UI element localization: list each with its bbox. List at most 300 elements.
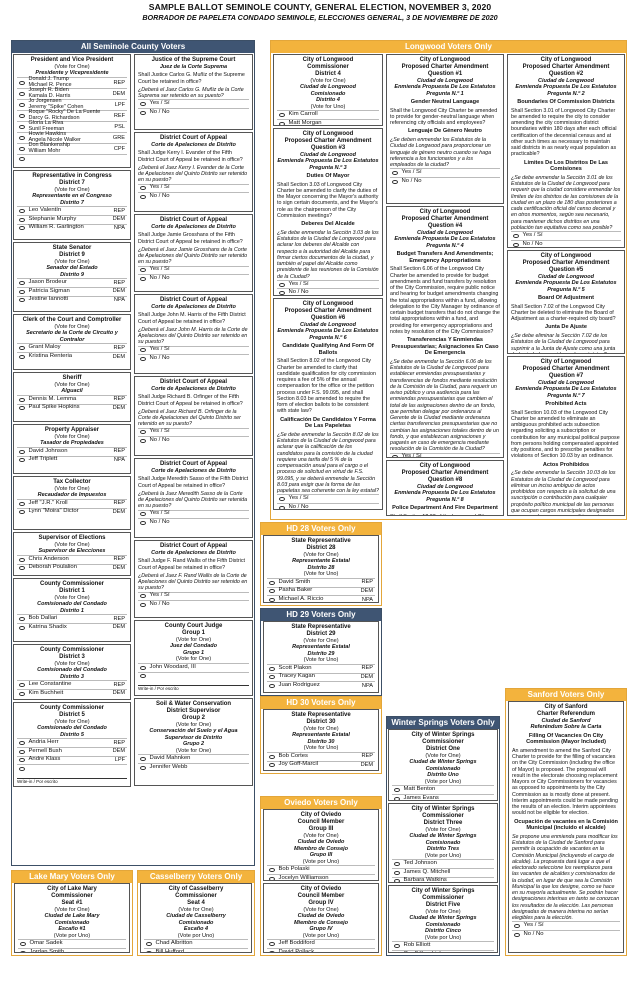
contest-card: [13, 702, 131, 787]
oval-icon[interactable]: [19, 758, 25, 762]
party-label: DEM: [112, 509, 125, 516]
contest-title: Clerk of the Court and Comptroller: [22, 317, 122, 323]
ballot-option[interactable]: [17, 447, 127, 456]
ballot-option[interactable]: [138, 192, 249, 201]
ballot-option[interactable]: [277, 119, 379, 126]
party-label: REP: [113, 207, 125, 214]
contest-title-es: Corte de Apelaciones de Distrito: [151, 303, 236, 310]
ballot-option[interactable]: [138, 763, 249, 772]
question-text-es: ¿Se debe enmendar la Sección 3.01 de los Estatutos de la Ciudad de Longwood para requerir que la ciudad considere enmendar los límites de los distritos de las comisiones de la ciudad en un plazo de 180 días posteriores a cada certificación oficial del censo decenal y en otros momentos, según sea necesario, para mantener dichos distritos en una población tan equitativa como sea posible?: [511, 174, 621, 231]
oval-icon[interactable]: [19, 281, 25, 285]
candidate-name: Don Blankenship William Mohr: [28, 142, 71, 154]
oval-icon[interactable]: [19, 558, 25, 562]
oval-icon[interactable]: [140, 277, 146, 281]
ballot-option[interactable]: [392, 950, 494, 953]
ballot-option[interactable]: [138, 518, 249, 527]
yes-no-options: [138, 428, 249, 445]
ballot-option[interactable]: [267, 587, 375, 596]
contest-card: [13, 644, 131, 700]
question-text-es: ¿Se debe enmendar la Sección 3.03 de los Estatutos de la Ciudad de Longwood para aclarar los deberes del Alcalde con respecto a la autoridad del Alcalde para firmar ciertos documentos de la ciudad, y también el papel del Alcalde como presidente de las reuniones de la Comisión de la Ciudad?: [277, 229, 379, 280]
ballot-option[interactable]: [17, 508, 127, 517]
winter-springs-district3: [388, 803, 498, 883]
oval-icon[interactable]: [19, 125, 25, 129]
oval-icon[interactable]: [19, 346, 25, 350]
question-text-es: ¿Se debe enmendar la Sección 10.03 de los Estatutos de la Ciudad de Longwood para eliminar un inciso ambiguo de actos prohibidos con respecto a la solicitud de una suscripción o contribución para cualquier propósito político municipal de las personas que ocupan cargos municipales designados: [511, 470, 616, 514]
question-text-es: ¿Se deben enmendar los Estatutos de la Ciudad de Longwood para proporcionar un lenguaje de género neutro cuando se haga referencia a los funcionarios y a los empleados de la ciudad?: [390, 137, 492, 169]
candidate-name: Yes / Sí: [288, 280, 309, 287]
oval-icon[interactable]: [394, 871, 400, 875]
oval-icon[interactable]: [269, 581, 275, 585]
contest-title: Representative in Congress District 7: [32, 173, 112, 186]
question-heading-es: Actos Prohibidos: [542, 461, 590, 468]
candidate-name: Howie Hawkins Angela Nicole Walker: [28, 131, 81, 143]
oval-icon[interactable]: [19, 683, 25, 687]
ballot-option[interactable]: [17, 764, 127, 773]
oviedo-heading: Oviedo Voters Only: [261, 797, 381, 809]
ballot-option[interactable]: [138, 592, 249, 601]
ballot-option[interactable]: [138, 184, 249, 193]
question-text: Shall Section 6.06 of the Longwood City Charter be amended to provide for budget amendments and fund transfers by resolution of the City Commission, require public notice and hearing for budget amendments changing the total appropriations within a fund, allowing delegation to the City Manager by ordinance of certain budget transfers that do not change the total appropriations within a fund, and providing for emergency appropriations and notes by resolution of the City Commission?: [390, 266, 500, 335]
contest-card: [13, 532, 131, 576]
question-text-es: ¿Deberá el Juez Jamie Grosshans de la Corte de Apelaciones del Quinto Distrito ser retenido en su puesto?: [138, 246, 248, 266]
ballot-option[interactable]: [390, 453, 500, 458]
party-label: REF: [113, 112, 125, 119]
candidate-name: Leo Valentín: [28, 207, 62, 214]
ballot-option[interactable]: [17, 215, 127, 224]
ballot-option[interactable]: [138, 754, 249, 763]
oval-icon[interactable]: [19, 767, 25, 771]
oval-icon[interactable]: [140, 268, 146, 272]
candidate-name: No / No: [149, 193, 170, 200]
ballot-option[interactable]: [138, 108, 249, 117]
contest-title: State Senator District 9: [52, 245, 92, 258]
oval-icon[interactable]: [279, 497, 285, 501]
contest-title-es: Conservación del Suelo y el Agua Supervisor de Distrito Grupo 2: [149, 728, 238, 748]
oval-icon[interactable]: [392, 455, 398, 458]
contest-title-es: Ciudad de Longwood Enmienda Propuesta De Los Estatutos Pregunta N.º 3: [277, 151, 379, 171]
ballot-option[interactable]: [277, 288, 379, 296]
ballot-option[interactable]: [138, 354, 249, 363]
oval-icon[interactable]: [146, 951, 152, 953]
question-heading-es: Transferencias Y Enmiendas Presupuestarias; Asignaciones En Caso De Emergencia: [391, 337, 499, 357]
ballot-option[interactable]: [17, 756, 127, 765]
ballot-option[interactable]: [138, 510, 249, 519]
oval-icon[interactable]: [140, 439, 146, 443]
question-text: An amendment to amend the Sanford City Charter to provide for the filling of vacancies on the City Commission (including the office of Mayor) is proposed. The proposal will result in the electorate choosing replacement Mayors or City Commissioners for vacancies as opposed to appointments by the City Commission as is mostly done at present. Interim appointments could be made pending the results of an election. Interim appointees would not be eligible for election.: [512, 747, 619, 817]
oval-icon[interactable]: [19, 147, 25, 151]
ballot-option[interactable]: [17, 738, 127, 747]
vote-for-one: (Vote for One): [54, 660, 90, 667]
ballot-option[interactable]: [267, 752, 375, 761]
ballot-option[interactable]: [390, 177, 500, 186]
question-heading: Gender Neutral Language: [410, 99, 480, 106]
oval-icon[interactable]: [269, 675, 275, 679]
longwood-question-2: [507, 54, 625, 248]
candidate-name: Kim Buchheit: [28, 689, 64, 696]
ballot-option[interactable]: [392, 794, 494, 801]
vote-for-one: (Vote for One): [54, 485, 90, 492]
vote-for-one: (Vote for One): [54, 323, 90, 330]
candidate-name: Kim Carroll: [288, 111, 318, 118]
contest-title: City of Winter Springs Commissioner District Three: [411, 806, 475, 826]
ballot-option[interactable]: [17, 88, 127, 99]
ballot-option[interactable]: [17, 555, 127, 564]
ballot-option[interactable]: [138, 428, 249, 437]
question-heading-es: Deberes Del Alcalde: [301, 221, 355, 228]
ballot-option[interactable]: [17, 287, 127, 296]
oval-icon[interactable]: [19, 626, 25, 630]
ballot-option[interactable]: [17, 564, 127, 573]
candidate-name: Gloria La Riva Sunil Freeman: [28, 120, 65, 132]
oval-icon[interactable]: [140, 757, 146, 761]
oval-icon[interactable]: [269, 868, 275, 872]
oval-icon[interactable]: [19, 103, 25, 107]
ballot-option[interactable]: [511, 231, 621, 240]
ballot-option[interactable]: [138, 99, 249, 108]
oval-icon[interactable]: [279, 283, 285, 287]
oval-icon[interactable]: [19, 209, 25, 213]
candidate-name: Andria Herr: [28, 739, 59, 746]
oval-icon[interactable]: [140, 603, 146, 607]
candidate-name: Barbara Watkins: [403, 877, 447, 883]
candidate-name: No / No: [149, 108, 170, 115]
oval-icon[interactable]: [279, 113, 285, 117]
oval-icon[interactable]: [140, 195, 146, 199]
ballot-option[interactable]: [17, 456, 127, 465]
oval-icon[interactable]: [146, 942, 152, 946]
vote-for-one-es: (Vote por Uno): [177, 932, 215, 939]
oval-icon[interactable]: [269, 589, 275, 593]
ballot-option[interactable]: [267, 578, 375, 587]
contest-title: District Court of Appeal: [159, 217, 228, 223]
contest-title-es: Comisionado del Condado Distrito 3: [37, 667, 107, 680]
vote-for-one: (Vote for One): [54, 594, 90, 601]
ballot-option[interactable]: [511, 240, 621, 248]
contest-title: Sheriff: [62, 375, 82, 381]
hd29-heading: HD 29 Voters Only: [261, 609, 381, 621]
contest-card: [13, 424, 131, 474]
contest-title-es: Supervisor de Elecciones: [38, 548, 106, 555]
ballot-option[interactable]: [17, 99, 127, 110]
ballot-option[interactable]: [512, 930, 620, 939]
candidate-name: Bob Dallari: [28, 615, 58, 622]
contest-title: City of Longwood Commissioner District 4: [302, 57, 354, 77]
oval-icon[interactable]: [140, 102, 146, 106]
vote-for-one: (Vote for One): [425, 908, 461, 915]
question-text-es: ¿Se debe eliminar la Sección 7.02 de los Estatutos de la Ciudad de Longwood para suprimir a la Junta de Ajuste como una junta: [511, 333, 616, 352]
oval-icon[interactable]: [19, 114, 25, 118]
ballot-option[interactable]: [138, 266, 249, 275]
question-heading: Candidate Qualifying And Form Of Ballots: [282, 343, 374, 356]
party-label: CPF: [113, 145, 125, 152]
candidate-name: Deborah Poulalion: [28, 564, 77, 571]
contest-title-es: Juez de la Corte Suprema: [159, 63, 228, 70]
ballot-option[interactable]: [392, 941, 494, 950]
candidate-name: No / No: [288, 289, 309, 296]
contest-card: [13, 242, 131, 312]
oval-icon[interactable]: [269, 877, 275, 881]
contest-title: State Representative District 30: [291, 712, 351, 725]
oval-icon[interactable]: [140, 512, 146, 516]
question-heading-es: Límites De Los Distritos De Las Comisiones: [524, 159, 608, 173]
vote-for-one: (Vote for One): [425, 752, 461, 759]
ballot-option[interactable]: [267, 874, 375, 881]
contest-title-es: Corte de Apelaciones de Distrito: [151, 467, 236, 474]
contest-title-es: Representante Estatal Distrito 30: [292, 732, 350, 745]
vote-for-one: (Vote for One): [54, 906, 90, 913]
ballot-option[interactable]: [138, 600, 249, 609]
candidate-name: Paul Spike Hopkins: [28, 404, 80, 411]
oval-icon[interactable]: [19, 81, 25, 85]
oval-icon[interactable]: [269, 598, 275, 602]
candidate-name: John Woodard, III: [149, 663, 196, 670]
ballot-option[interactable]: [17, 296, 127, 305]
ballot-option[interactable]: [267, 948, 375, 953]
party-label: REP: [113, 344, 125, 351]
ballot-option[interactable]: [138, 436, 249, 445]
ballot-option[interactable]: [267, 673, 375, 682]
party-label: NPA: [113, 297, 125, 304]
oval-icon[interactable]: [19, 298, 25, 302]
oval-icon[interactable]: [269, 667, 275, 671]
ballot-option[interactable]: [144, 948, 248, 953]
ballot-option[interactable]: [267, 681, 375, 690]
vote-for-one: (Vote for One): [303, 725, 339, 732]
oval-icon[interactable]: [19, 750, 25, 754]
oval-icon[interactable]: [140, 594, 146, 598]
candidate-name: James Evans: [403, 794, 439, 801]
ballot-option[interactable]: [18, 948, 126, 953]
ballot-option[interactable]: [17, 206, 127, 215]
oval-icon[interactable]: [394, 944, 400, 948]
ballot-option[interactable]: [17, 343, 127, 352]
ballot-option[interactable]: [138, 346, 249, 355]
contest-title: District Court of Appeal: [159, 297, 228, 303]
contest-title: District Court of Appeal: [159, 135, 228, 141]
ballot-option[interactable]: [17, 77, 127, 88]
oval-icon[interactable]: [140, 666, 146, 670]
yes-no-options: [138, 592, 249, 609]
ballot-header: [0, 2, 640, 23]
oval-icon[interactable]: [140, 348, 146, 352]
party-label: DEM: [112, 216, 125, 223]
ballot-option[interactable]: [277, 110, 379, 119]
oval-icon[interactable]: [394, 879, 400, 883]
ballot-option[interactable]: [17, 110, 127, 121]
oval-icon[interactable]: [19, 290, 25, 294]
oval-icon[interactable]: [19, 157, 25, 161]
oval-icon[interactable]: [19, 566, 25, 570]
contest-title-es: Ciudad de Sanford Referéndum Sobre la Carta: [530, 717, 602, 731]
oval-icon[interactable]: [19, 398, 25, 402]
yes-no-options: [390, 168, 500, 185]
contest-card: [13, 372, 131, 422]
oval-icon[interactable]: [140, 674, 146, 678]
vote-for-one: (Vote for One): [54, 381, 90, 388]
candidate-name: Jeff Boddiford: [278, 940, 315, 947]
oval-icon[interactable]: [19, 450, 25, 454]
ballot-option[interactable]: [267, 595, 375, 603]
oval-icon[interactable]: [19, 741, 25, 745]
oviedo-group3: [263, 809, 379, 881]
oval-icon[interactable]: [514, 924, 520, 928]
vote-for-one-es: (Vote for One): [175, 656, 212, 663]
ballot-option[interactable]: [17, 614, 127, 623]
candidate-name: Dennis M. Lemma: [28, 395, 77, 402]
candidate-name: Yes / Sí: [149, 100, 170, 107]
contest-card: [13, 476, 131, 530]
contest-title: City of Oviedo Council Member Group III: [297, 812, 345, 832]
oval-icon[interactable]: [394, 862, 400, 866]
oval-icon[interactable]: [20, 942, 26, 946]
oval-icon[interactable]: [140, 430, 146, 434]
question-heading: Boundaries Of Commission Districts: [517, 99, 615, 106]
contest-title: City of Oviedo Council Member Group IV: [297, 886, 345, 906]
ballot-option[interactable]: [17, 747, 127, 756]
candidate-name: Donald J. Trump Michael R. Pence: [28, 76, 72, 88]
contest-title: City of Longwood Proposed Charter Amendment Question #1: [401, 57, 489, 77]
oval-icon[interactable]: [392, 171, 398, 175]
ballot-option[interactable]: [17, 278, 127, 287]
yes-no-options: [277, 280, 379, 296]
oval-icon[interactable]: [140, 357, 146, 361]
contest-title: City of Longwood Proposed Charter Amendment Question #5: [522, 253, 610, 273]
oval-icon[interactable]: [19, 502, 25, 506]
oval-icon[interactable]: [269, 684, 275, 688]
ballot-option[interactable]: [17, 224, 127, 233]
ballot-option[interactable]: [267, 664, 375, 673]
contest-title: County Commissioner District 3: [39, 647, 104, 660]
oval-icon[interactable]: [392, 180, 398, 184]
ballot-option[interactable]: [17, 623, 127, 632]
party-label: REP: [361, 753, 373, 760]
oval-icon[interactable]: [140, 521, 146, 525]
ballot-option[interactable]: [17, 121, 127, 132]
oval-icon[interactable]: [513, 234, 519, 238]
oval-icon[interactable]: [513, 243, 519, 247]
party-label: NPA: [361, 682, 373, 689]
ballot-option[interactable]: [17, 499, 127, 508]
ballot-option[interactable]: [267, 939, 375, 948]
ballot-option[interactable]: [392, 868, 494, 877]
party-label: REP: [113, 739, 125, 746]
oval-icon[interactable]: [269, 951, 275, 953]
ballot-option[interactable]: [390, 168, 500, 177]
oval-icon[interactable]: [19, 218, 25, 222]
contest-title-es: Representante en el Congreso Distrito 7: [32, 193, 112, 206]
vote-for-one: (Vote for One): [54, 433, 90, 440]
write-in-label: Write-in / Por escrito: [138, 685, 249, 691]
oval-icon[interactable]: [19, 510, 25, 514]
question-text: Shall Judge F. Rand Wallis of the Fifth District Court of Appeal be retained in office?: [138, 558, 245, 571]
ballot-option[interactable]: [138, 274, 249, 283]
ballot-option[interactable]: [138, 663, 249, 672]
ballot-option[interactable]: [17, 154, 127, 163]
vote-for-one: (Vote for One): [303, 906, 339, 913]
oval-icon[interactable]: [394, 797, 400, 801]
oval-icon[interactable]: [269, 755, 275, 759]
ballot-option[interactable]: [144, 939, 248, 948]
contest-title: City of Longwood Proposed Charter Amendment Question #4: [401, 209, 489, 229]
lake-mary-seat1: [14, 883, 130, 953]
longwood-question-6: [273, 298, 383, 510]
oval-icon[interactable]: [19, 355, 25, 359]
question-text-es: Se propone una enmienda para modificar los Estatutos de la Ciudad de Sanford para permitir la ocupación de vacantes en la Comisión Municipal (incluyendo el cargo de alcalde). La propuesta dará lugar a que el electorado seleccione los reemplazos para las vacantes de alcaldes y comisionados de la ciudad, en lugar de que sea la Comisión Municipal la que los designe, como se hace en su mayoría actualmente. Se podrán hacer designaciones interinas en tanto se conozcan los resultados de la elección. Las personas designadas de manera interina no serían elegibles para la elección.: [512, 833, 620, 922]
oval-icon[interactable]: [140, 766, 146, 770]
question-text-es: ¿Deberá el Juez Carlos G. Muñiz de la Corte Suprema ser retenido en su puesto?: [138, 86, 244, 100]
oval-icon[interactable]: [140, 111, 146, 115]
ballot-option[interactable]: [138, 672, 249, 681]
candidate-name: Grant Maloy: [28, 344, 61, 351]
oval-icon[interactable]: [19, 226, 25, 230]
ballot-option[interactable]: [17, 352, 127, 361]
ballot-option[interactable]: [17, 132, 127, 143]
contest-title-es: Ciudad de Winter Springs Comisionado Distrito Cinco: [409, 915, 477, 935]
oval-icon[interactable]: [19, 692, 25, 696]
oval-icon[interactable]: [19, 458, 25, 462]
question-text: Shall Section 10.03 of the Longwood City Charter be amended to eliminate an ambiguous prohibited acts subsection regarding soliciting a subscription or contribution for any municipal political purpose from persons holding compensated appointed city positions, and to prescribe penalties for violations of Section 10.03 by an ordinance.: [511, 409, 620, 460]
oval-icon[interactable]: [269, 763, 275, 767]
oval-icon[interactable]: [514, 933, 520, 937]
oval-icon[interactable]: [19, 92, 25, 96]
ballot-option[interactable]: [392, 859, 494, 868]
ballot-option[interactable]: [277, 503, 379, 510]
contest-title: County Commissioner District 1: [39, 581, 104, 594]
oval-icon[interactable]: [20, 951, 26, 953]
candidate-name: Lynn "Moira" Dictor: [28, 508, 79, 515]
party-label: DEM: [360, 762, 373, 769]
ballot-option[interactable]: [512, 921, 620, 930]
oval-icon[interactable]: [269, 942, 275, 946]
ballot-option[interactable]: [392, 785, 494, 794]
vote-for-one: (Vote for One): [303, 637, 339, 644]
ballot-option[interactable]: [392, 877, 494, 884]
question-heading: Duties Of Mayor: [306, 173, 350, 180]
contest-title: City of Winter Springs Commissioner District Five: [411, 888, 475, 908]
ballot-option[interactable]: [277, 280, 379, 289]
party-label: DEM: [360, 674, 373, 681]
candidate-name: No / No: [149, 355, 170, 362]
candidate-name: Rob Elliott: [403, 942, 431, 949]
retention-card: [134, 540, 253, 618]
ballot-option[interactable]: [18, 939, 126, 948]
oval-icon[interactable]: [19, 406, 25, 410]
ballot-option[interactable]: [267, 865, 375, 874]
vote-for-one-es: (Vote por Uno): [424, 852, 462, 859]
oval-icon[interactable]: [279, 122, 285, 126]
ballot-option[interactable]: [277, 494, 379, 503]
party-label: LPF: [114, 101, 125, 108]
party-label: DEM: [112, 565, 125, 572]
ballot-option[interactable]: [17, 404, 127, 413]
oval-icon[interactable]: [279, 506, 285, 510]
oval-icon[interactable]: [19, 617, 25, 621]
candidate-name: Yes / Sí: [288, 495, 309, 502]
vote-for-one: (Vote for One): [175, 636, 212, 643]
oval-icon[interactable]: [394, 788, 400, 792]
ballot-option[interactable]: [17, 680, 127, 689]
contest-title: Soil & Water Conservation District Supervisor Group 2: [155, 701, 232, 721]
oval-icon[interactable]: [279, 291, 285, 295]
ballot-option[interactable]: [267, 761, 375, 770]
contest-title: District Court of Appeal: [159, 543, 228, 549]
oval-icon[interactable]: [140, 186, 146, 190]
contest-title-es: Senador del Estado Distrito 9: [46, 265, 98, 278]
ballot-option[interactable]: [17, 395, 127, 404]
oval-icon[interactable]: [19, 136, 25, 140]
ballot-option[interactable]: [17, 689, 127, 698]
ballot-option[interactable]: [17, 143, 127, 154]
